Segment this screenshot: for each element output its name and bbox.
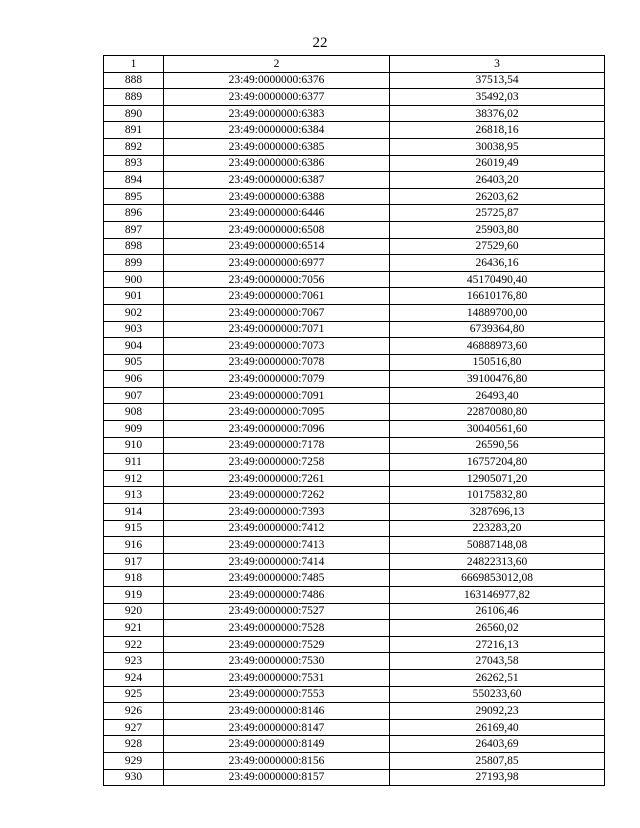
cell-value: 16610176,80 xyxy=(390,288,605,305)
cell-value: 38376,02 xyxy=(390,105,605,122)
cell-cadastral-id: 23:49:0000000:7258 xyxy=(164,454,390,471)
cell-value: 163146977,82 xyxy=(390,587,605,604)
cell-value: 26403,69 xyxy=(390,736,605,753)
cell-cadastral-id: 23:49:0000000:8157 xyxy=(164,769,390,786)
cell-value: 223283,20 xyxy=(390,520,605,537)
cell-number: 915 xyxy=(104,520,164,537)
table-row xyxy=(104,587,605,604)
table-row xyxy=(104,537,605,554)
cell-number: 905 xyxy=(104,354,164,371)
cell-cadastral-id: 23:49:0000000:6385 xyxy=(164,138,390,155)
cell-cadastral-id: 23:49:0000000:6977 xyxy=(164,255,390,272)
cell-cadastral-id: 23:49:0000000:6383 xyxy=(164,105,390,122)
cell-cadastral-id: 23:49:0000000:7262 xyxy=(164,487,390,504)
cell-number: 891 xyxy=(104,122,164,139)
cell-number: 920 xyxy=(104,603,164,620)
cell-number: 924 xyxy=(104,669,164,686)
cell-cadastral-id: 23:49:0000000:7412 xyxy=(164,520,390,537)
cell-number: 923 xyxy=(104,653,164,670)
table-row xyxy=(104,603,605,620)
cell-value: 27043,58 xyxy=(390,653,605,670)
cell-cadastral-id: 23:49:0000000:7056 xyxy=(164,271,390,288)
cell-cadastral-id: 23:49:0000000:6376 xyxy=(164,72,390,89)
cell-cadastral-id: 23:49:0000000:7553 xyxy=(164,686,390,703)
cell-value: 25725,87 xyxy=(390,205,605,222)
cell-value: 26019,49 xyxy=(390,155,605,172)
table-row xyxy=(104,138,605,155)
cell-cadastral-id: 23:49:0000000:7067 xyxy=(164,304,390,321)
cell-number: 910 xyxy=(104,437,164,454)
table-row xyxy=(104,255,605,272)
cell-cadastral-id: 23:49:0000000:7079 xyxy=(164,371,390,388)
cell-cadastral-id: 23:49:0000000:7414 xyxy=(164,553,390,570)
cell-number: 897 xyxy=(104,221,164,238)
cell-cadastral-id: 23:49:0000000:7061 xyxy=(164,288,390,305)
table-row xyxy=(104,105,605,122)
cell-value: 26403,20 xyxy=(390,172,605,189)
table-row xyxy=(104,752,605,769)
cell-cadastral-id: 23:49:0000000:6377 xyxy=(164,89,390,106)
table-body xyxy=(104,72,605,786)
cell-number: 928 xyxy=(104,736,164,753)
cell-value: 30038,95 xyxy=(390,138,605,155)
table-row xyxy=(104,620,605,637)
cell-cadastral-id: 23:49:0000000:7261 xyxy=(164,470,390,487)
cell-cadastral-id: 23:49:0000000:8149 xyxy=(164,736,390,753)
cell-cadastral-id: 23:49:0000000:7178 xyxy=(164,437,390,454)
cell-number: 917 xyxy=(104,553,164,570)
cell-cadastral-id: 23:49:0000000:7485 xyxy=(164,570,390,587)
cell-number: 901 xyxy=(104,288,164,305)
cell-value: 12905071,20 xyxy=(390,470,605,487)
table-row xyxy=(104,89,605,106)
cell-number: 894 xyxy=(104,172,164,189)
cell-value: 150516,80 xyxy=(390,354,605,371)
cell-cadastral-id: 23:49:0000000:7091 xyxy=(164,387,390,404)
cell-cadastral-id: 23:49:0000000:6386 xyxy=(164,155,390,172)
cell-cadastral-id: 23:49:0000000:7413 xyxy=(164,537,390,554)
cell-number: 892 xyxy=(104,138,164,155)
table-row xyxy=(104,338,605,355)
cell-number: 926 xyxy=(104,703,164,720)
cell-cadastral-id: 23:49:0000000:6446 xyxy=(164,205,390,222)
cell-number: 919 xyxy=(104,587,164,604)
table-row xyxy=(104,371,605,388)
cell-value: 27193,98 xyxy=(390,769,605,786)
table-row xyxy=(104,520,605,537)
cell-cadastral-id: 23:49:0000000:6514 xyxy=(164,238,390,255)
table-row xyxy=(104,172,605,189)
cell-cadastral-id: 23:49:0000000:7071 xyxy=(164,321,390,338)
table-row xyxy=(104,188,605,205)
cell-number: 907 xyxy=(104,387,164,404)
table-row xyxy=(104,454,605,471)
cell-cadastral-id: 23:49:0000000:6388 xyxy=(164,188,390,205)
table-row xyxy=(104,703,605,720)
cell-value: 3287696,13 xyxy=(390,504,605,521)
table-row xyxy=(104,719,605,736)
table-row xyxy=(104,437,605,454)
table-row xyxy=(104,354,605,371)
cell-number: 888 xyxy=(104,72,164,89)
cell-value: 25807,85 xyxy=(390,752,605,769)
table-row xyxy=(104,736,605,753)
table-row xyxy=(104,288,605,305)
cell-value: 27216,13 xyxy=(390,636,605,653)
cell-cadastral-id: 23:49:0000000:7096 xyxy=(164,421,390,438)
column-header-number: 1 xyxy=(104,56,164,73)
cell-value: 550233,60 xyxy=(390,686,605,703)
cell-cadastral-id: 23:49:0000000:6508 xyxy=(164,221,390,238)
cell-cadastral-id: 23:49:0000000:6387 xyxy=(164,172,390,189)
cell-number: 914 xyxy=(104,504,164,521)
cell-cadastral-id: 23:49:0000000:7531 xyxy=(164,669,390,686)
cell-number: 902 xyxy=(104,304,164,321)
cell-value: 6669853012,08 xyxy=(390,570,605,587)
cell-number: 900 xyxy=(104,271,164,288)
cell-value: 22870080,80 xyxy=(390,404,605,421)
cell-number: 908 xyxy=(104,404,164,421)
table-row xyxy=(104,553,605,570)
table-row xyxy=(104,221,605,238)
cell-number: 921 xyxy=(104,620,164,637)
cell-number: 899 xyxy=(104,255,164,272)
cell-cadastral-id: 23:49:0000000:7529 xyxy=(164,636,390,653)
table-row xyxy=(104,404,605,421)
cell-value: 26493,40 xyxy=(390,387,605,404)
cell-number: 896 xyxy=(104,205,164,222)
cell-value: 26818,16 xyxy=(390,122,605,139)
table-row xyxy=(104,769,605,786)
cell-value: 26560,02 xyxy=(390,620,605,637)
cell-value: 37513,54 xyxy=(390,72,605,89)
cell-value: 16757204,80 xyxy=(390,454,605,471)
cell-value: 14889700,00 xyxy=(390,304,605,321)
cell-cadastral-id: 23:49:0000000:7486 xyxy=(164,587,390,604)
cell-value: 39100476,80 xyxy=(390,371,605,388)
table-row xyxy=(104,122,605,139)
cell-value: 25903,80 xyxy=(390,221,605,238)
cell-number: 925 xyxy=(104,686,164,703)
cell-value: 30040561,60 xyxy=(390,421,605,438)
cell-cadastral-id: 23:49:0000000:7073 xyxy=(164,338,390,355)
cell-cadastral-id: 23:49:0000000:6384 xyxy=(164,122,390,139)
cell-number: 927 xyxy=(104,719,164,736)
cell-cadastral-id: 23:49:0000000:7527 xyxy=(164,603,390,620)
table-row xyxy=(104,570,605,587)
cell-value: 50887148,08 xyxy=(390,537,605,554)
cell-value: 26262,51 xyxy=(390,669,605,686)
cell-value: 6739364,80 xyxy=(390,321,605,338)
cell-number: 911 xyxy=(104,454,164,471)
page-number: 22 xyxy=(312,35,328,51)
cell-number: 889 xyxy=(104,89,164,106)
table-row xyxy=(104,669,605,686)
cell-cadastral-id: 23:49:0000000:8156 xyxy=(164,752,390,769)
cell-cadastral-id: 23:49:0000000:7393 xyxy=(164,504,390,521)
cell-number: 930 xyxy=(104,769,164,786)
cell-value: 26590,56 xyxy=(390,437,605,454)
column-header-value: 3 xyxy=(390,56,605,73)
table-row xyxy=(104,321,605,338)
cell-number: 903 xyxy=(104,321,164,338)
cell-number: 909 xyxy=(104,421,164,438)
cell-number: 890 xyxy=(104,105,164,122)
cell-value: 24822313,60 xyxy=(390,553,605,570)
cell-value: 29092,23 xyxy=(390,703,605,720)
cell-cadastral-id: 23:49:0000000:8147 xyxy=(164,719,390,736)
cell-number: 922 xyxy=(104,636,164,653)
table-row xyxy=(104,155,605,172)
cell-cadastral-id: 23:49:0000000:7530 xyxy=(164,653,390,670)
cell-value: 26436,16 xyxy=(390,255,605,272)
cell-value: 35492,03 xyxy=(390,89,605,106)
cell-number: 893 xyxy=(104,155,164,172)
cell-number: 918 xyxy=(104,570,164,587)
cell-value: 26203,62 xyxy=(390,188,605,205)
cell-cadastral-id: 23:49:0000000:7095 xyxy=(164,404,390,421)
cell-value: 45170490,40 xyxy=(390,271,605,288)
table-row xyxy=(104,387,605,404)
cell-cadastral-id: 23:49:0000000:7078 xyxy=(164,354,390,371)
cell-value: 27529,60 xyxy=(390,238,605,255)
table-row xyxy=(104,470,605,487)
table-row xyxy=(104,636,605,653)
cell-value: 26169,40 xyxy=(390,719,605,736)
cell-cadastral-id: 23:49:0000000:7528 xyxy=(164,620,390,637)
cell-value: 46888973,60 xyxy=(390,338,605,355)
table-row xyxy=(104,653,605,670)
cell-number: 912 xyxy=(104,470,164,487)
cell-number: 904 xyxy=(104,338,164,355)
table-row xyxy=(104,304,605,321)
column-header-cadastral-id: 2 xyxy=(164,56,390,73)
table-row xyxy=(104,72,605,89)
table-row xyxy=(104,504,605,521)
cell-number: 929 xyxy=(104,752,164,769)
table-row xyxy=(104,238,605,255)
table-row xyxy=(104,271,605,288)
cell-number: 898 xyxy=(104,238,164,255)
cell-number: 906 xyxy=(104,371,164,388)
cadastral-table xyxy=(103,55,605,786)
cell-value: 10175832,80 xyxy=(390,487,605,504)
table-row xyxy=(104,421,605,438)
cell-value: 26106,46 xyxy=(390,603,605,620)
table-row xyxy=(104,686,605,703)
table-header-row xyxy=(104,56,605,73)
table-row xyxy=(104,487,605,504)
table-row xyxy=(104,205,605,222)
cell-number: 913 xyxy=(104,487,164,504)
cell-number: 895 xyxy=(104,188,164,205)
cell-number: 916 xyxy=(104,537,164,554)
cell-cadastral-id: 23:49:0000000:8146 xyxy=(164,703,390,720)
